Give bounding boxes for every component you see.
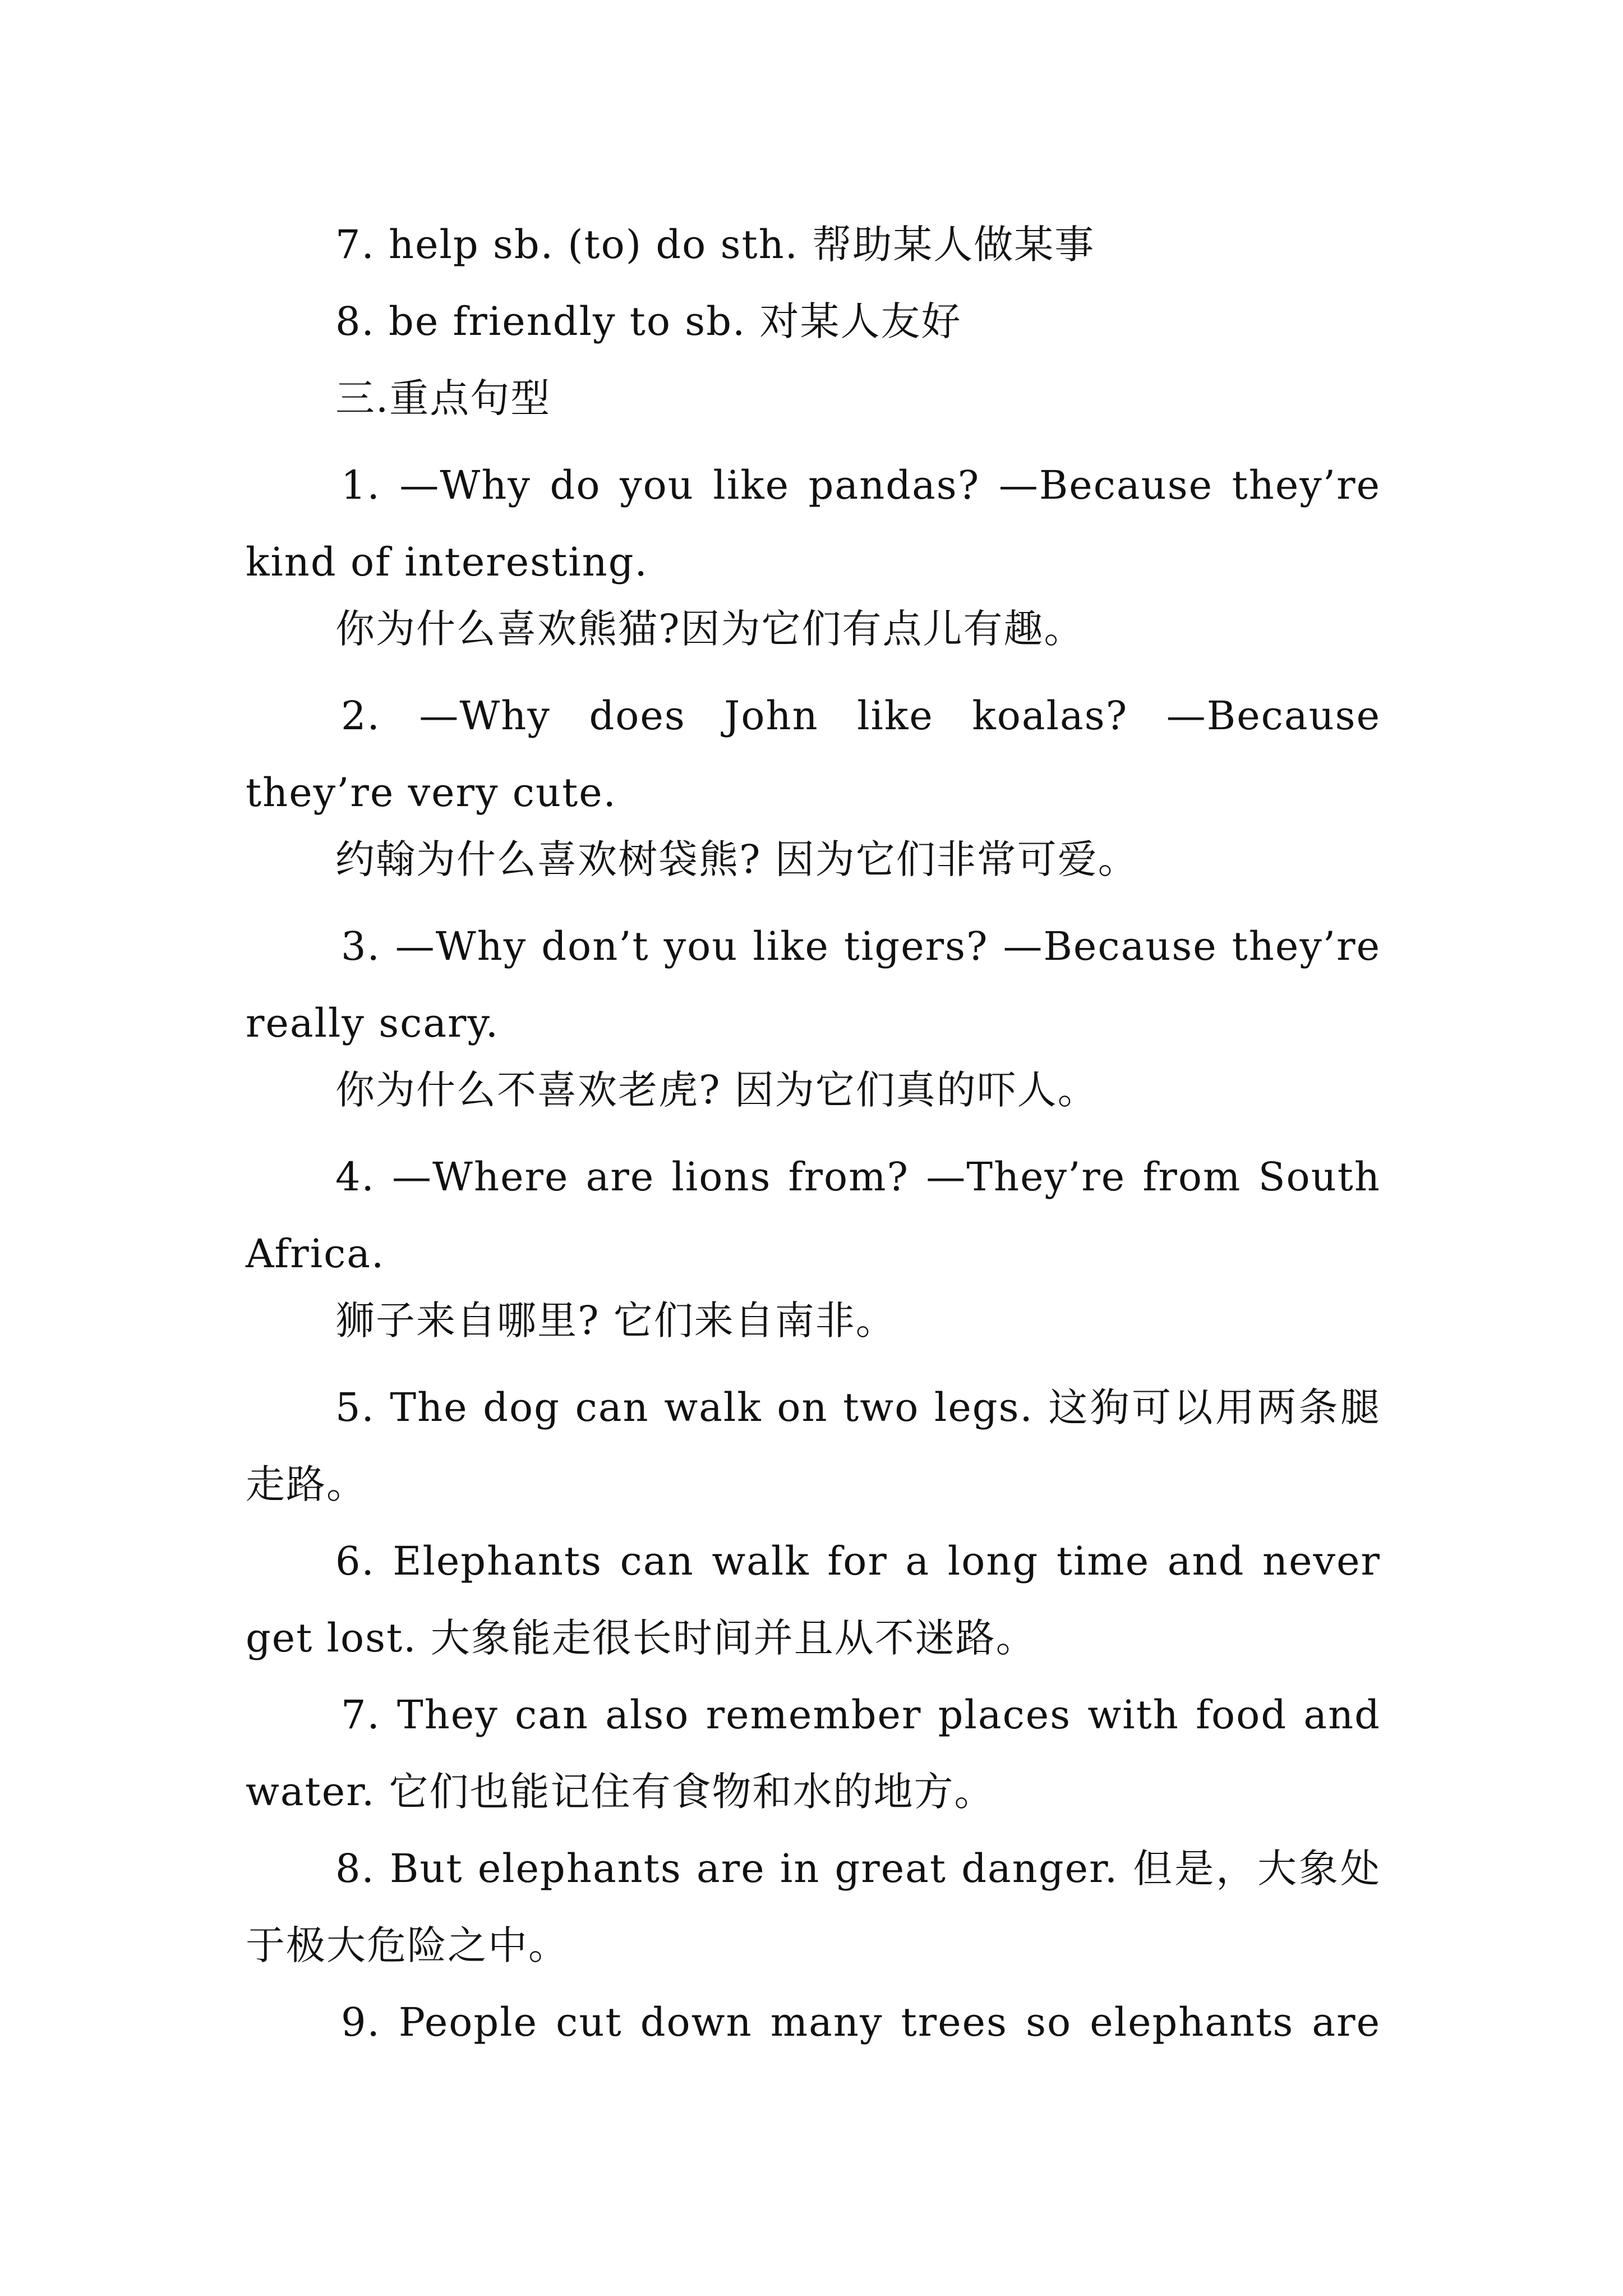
sentence-5: 5. The dog can walk on two legs. 这狗可以用两条腿走路。	[246, 1384, 1381, 1507]
sentence-2-chinese: 约翰为什么喜欢树袋熊? 因为它们非常可爱。	[335, 836, 1138, 882]
sentence-4-chinese: 狮子来自哪里? 它们来自南非。	[335, 1297, 896, 1343]
sentence-2-english: 2. —Why does John like koalas? —Because they’re very cute.	[246, 693, 1381, 816]
sentence-9: 9. People cut down many trees so elephants are	[341, 1999, 1381, 2045]
sentence-1-english: 1. —Why do you like pandas? —Because they’re kind of interesting.	[246, 462, 1381, 585]
sentence-7: 7. They can also remember places with food and water. 它们也能记住有食物和水的地方。	[246, 1692, 1381, 1815]
sentence-1-chinese: 你为什么喜欢熊猫?因为它们有点儿有趣。	[335, 606, 1085, 652]
vocab-item-8: 8. be friendly to sb. 对某人友好	[335, 298, 962, 344]
sentence-3-english: 3. —Why don’t you like tigers? —Because they’re really scary.	[246, 923, 1381, 1046]
vocab-item-7: 7. help sb. (to) do sth. 帮助某人做某事	[335, 222, 1095, 268]
sentence-4-english: 4. —Where are lions from? —They’re from South Africa.	[246, 1154, 1381, 1277]
sentence-3-chinese: 你为什么不喜欢老虎? 因为它们真的吓人。	[335, 1067, 1098, 1113]
sentence-8: 8. But elephants are in great danger. 但是，大象处于极大危险之中。	[246, 1846, 1381, 1968]
sentence-6: 6. Elephants can walk for a long time and never get lost. 大象能走很长时间并且从不迷路。	[246, 1538, 1381, 1661]
section-heading: 三.重点句型	[335, 375, 551, 421]
